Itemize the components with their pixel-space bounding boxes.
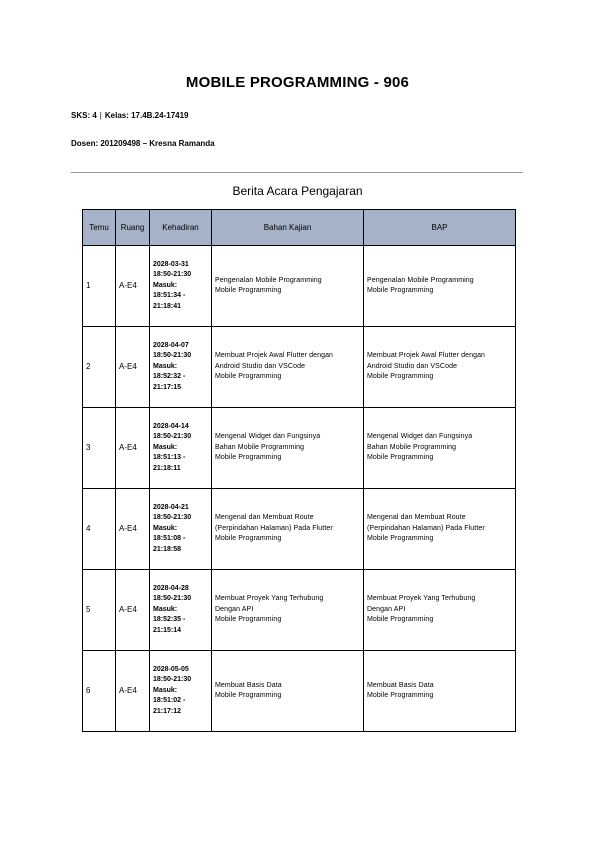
kehadiran-line: 18:50-21:30 [153,595,192,603]
temu-cell: 2 [83,327,116,408]
bahan-kajian-line: Membuat Basis Data [215,681,282,689]
table-row [83,489,516,570]
bap-line: Mobile Programming [367,287,434,294]
kehadiran-line: Masuk: [153,686,178,694]
bahan-kajian-cell [212,651,364,732]
bahan-kajian-line: Mobile Programming [215,454,282,462]
header-bahan-kajian: Bahan Kajian [212,210,364,246]
bahan-kajian-cell [212,327,364,408]
separator: | [99,111,102,120]
kehadiran-cell [150,489,212,570]
kehadiran-line: 18:51:13 - [153,454,186,462]
kehadiran-line: Masuk: [153,443,178,451]
kehadiran-line: 18:51:08 - [153,535,186,543]
kehadiran-line: 18:51:34 - [153,292,186,300]
bahan-kajian-line: Mobile Programming [215,287,282,294]
bahan-kajian-cell [212,489,364,570]
course-info-line [71,111,189,120]
header-bap: BAP [364,210,516,246]
ruang-cell: A-E4 [116,246,150,327]
kehadiran-line: 18:50-21:30 [153,514,192,522]
kehadiran-line: 18:52:35 - [153,616,186,624]
bahan-kajian-line: Mengenal Widget dan Fungsinya [215,433,321,441]
bap-cell [364,651,516,732]
bahan-kajian-line: (Perpindahan Halaman) Pada Flutter [215,524,333,532]
table-header-row [83,210,516,246]
temu-cell: 5 [83,570,116,651]
kehadiran-cell [150,327,212,408]
bap-line: Mengenal Widget dan Fungsinya [367,433,473,441]
bap-line: Membuat Basis Data [367,681,434,689]
section-title: Berita Acara Pengajaran [232,184,363,198]
bahan-kajian-line: Mobile Programming [215,535,282,543]
bap-line: Mobile Programming [367,692,434,699]
kehadiran-line: 21:17:15 [153,383,182,391]
kehadiran-line: Masuk: [153,362,178,370]
kehadiran-line: Masuk: [153,605,178,613]
table-row [83,570,516,651]
kehadiran-line: 18:52:32 - [153,373,186,381]
page-title: MOBILE PROGRAMMING - 906 [185,74,410,91]
bap-line: Membuat Projek Awal Flutter dengan [367,352,486,360]
kehadiran-line: 21:15:14 [153,626,182,634]
kehadiran-line: 21:18:11 [153,464,181,472]
bap-line: Bahan Mobile Programming [367,443,457,451]
bahan-kajian-line: Membuat Projek Awal Flutter dengan [215,352,334,360]
kehadiran-line: 2028-04-28 [153,584,189,592]
bap-line: Mengenal dan Membuat Route [367,514,466,522]
bahan-kajian-line: Mobile Programming [215,616,282,624]
bap-cell [364,327,516,408]
kehadiran-line: 18:50-21:30 [153,433,192,441]
bahan-kajian-line: Mobile Programming [215,692,282,699]
kehadiran-line: 21:18:41 [153,302,182,310]
bap-line: Mobile Programming [367,373,434,381]
bap-line: Mobile Programming [367,616,434,624]
kehadiran-line: 2028-04-14 [153,422,189,430]
bahan-kajian-line: Android Studio dan VSCode [215,362,306,370]
table-row [83,246,516,327]
temu-cell: 1 [83,246,116,327]
bahan-kajian-cell [212,570,364,651]
bap-cell [364,489,516,570]
bahan-kajian-line: Pengenalan Mobile Programming [215,276,322,284]
bahan-kajian-cell [212,246,364,327]
divider [71,172,523,173]
kehadiran-line: 21:17:12 [153,707,182,715]
kehadiran-line: 2028-03-31 [153,260,189,268]
bahan-kajian-line: Dengan API [215,605,254,613]
bahan-kajian-line: Bahan Mobile Programming [215,443,305,451]
lecturer-label: Dosen: 201209498 – Kresna Ramanda [71,139,215,148]
kehadiran-line: 18:50-21:30 [153,352,192,360]
temu-cell: 6 [83,651,116,732]
bahan-kajian-line: Mobile Programming [215,373,282,381]
kehadiran-line: Masuk: [153,524,178,532]
kehadiran-cell [150,651,212,732]
kehadiran-cell [150,246,212,327]
bap-cell [364,408,516,489]
bap-line: Pengenalan Mobile Programming [367,276,474,284]
bap-line: Mobile Programming [367,535,434,543]
kehadiran-line: 2028-05-05 [153,665,189,673]
bap-table [82,209,516,732]
table-row [83,408,516,489]
bap-line: Android Studio dan VSCode [367,362,458,370]
kehadiran-line: 2028-04-21 [153,503,189,511]
ruang-cell: A-E4 [116,651,150,732]
ruang-cell: A-E4 [116,489,150,570]
kehadiran-line: 18:50-21:30 [153,676,192,684]
header-ruang: Ruang [116,210,150,246]
header-temu: Temu [83,210,116,246]
sks-label: SKS: 4 [71,111,97,120]
bahan-kajian-cell [212,408,364,489]
kehadiran-line: 2028-04-07 [153,341,189,349]
bap-cell [364,246,516,327]
bap-cell [364,570,516,651]
header-kehadiran: Kehadiran [150,210,212,246]
kelas-label: Kelas: 17.4B.24-17419 [104,111,189,120]
temu-cell: 3 [83,408,116,489]
kehadiran-cell [150,408,212,489]
temu-cell: 4 [83,489,116,570]
bahan-kajian-line: Membuat Proyek Yang Terhubung [215,595,324,603]
ruang-cell: A-E4 [116,570,150,651]
bap-line: Mobile Programming [367,454,434,462]
ruang-cell: A-E4 [116,408,150,489]
kehadiran-line: 18:50-21:30 [153,271,192,279]
bap-line: Membuat Proyek Yang Terhubung [367,595,476,603]
bap-line: (Perpindahan Halaman) Pada Flutter [367,524,485,532]
kehadiran-line: 18:51:02 - [153,697,186,705]
kehadiran-line: Masuk: [153,281,178,289]
table-row [83,327,516,408]
kehadiran-line: 21:18:58 [153,545,182,553]
ruang-cell: A-E4 [116,327,150,408]
bap-line: Dengan API [367,605,406,613]
kehadiran-cell [150,570,212,651]
bahan-kajian-line: Mengenal dan Membuat Route [215,514,314,522]
table-row [83,651,516,732]
